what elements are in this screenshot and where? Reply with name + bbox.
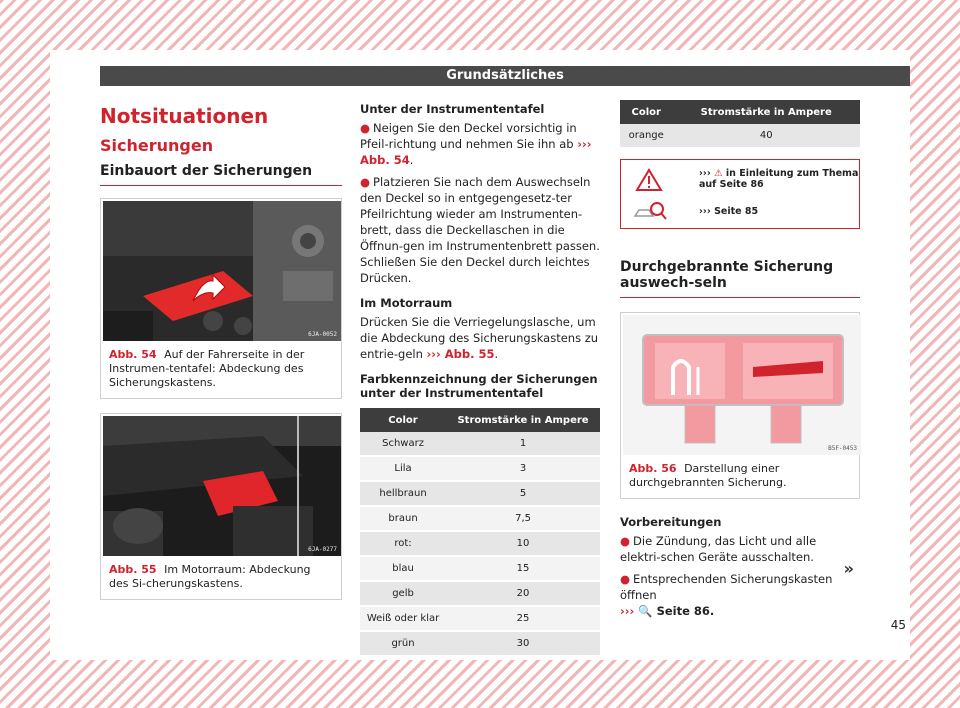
figure-code: B5F-0453 — [828, 445, 857, 452]
figure-code: 6JA-0277 — [308, 546, 337, 553]
table-row: hellbraun 5 — [360, 481, 600, 506]
column-middle — [360, 98, 600, 657]
instruction-2: ● Platzieren Sie nach dem Auswechseln den Deckel so in entgegengesetz-ter Pfeilrichtung wieder am Instrumenten-brett, dass die Deckellaschen in die Öffnun-gen im Instrumentenbrett passen. Schließen Sie den Deckel durch leichtes Drücken. — [360, 175, 600, 285]
dashboard-photo — [103, 201, 341, 341]
table-row: Weiß oder klar 25 — [360, 606, 600, 631]
figure-caption — [101, 558, 341, 599]
figure-ref: Abb. 54 — [109, 348, 157, 361]
table-header: Stromstärke in Ampere — [672, 100, 860, 124]
table-header: Color — [620, 100, 672, 124]
chapter-title: Notsituationen — [100, 104, 269, 128]
table-row: blau 15 — [360, 556, 600, 581]
figure-54 — [100, 198, 342, 399]
column-left — [100, 100, 342, 600]
figure-56 — [620, 312, 860, 499]
section-header: Grundsätzliches — [100, 66, 910, 86]
notice-box — [620, 159, 860, 229]
table-header: Stromstärke in Ampere — [446, 408, 600, 432]
figure-link[interactable]: ››› Abb. 54 — [360, 137, 592, 167]
table-row: Lila 3 — [360, 456, 600, 481]
fuse-color-table-continued — [620, 100, 860, 149]
page — [50, 50, 910, 660]
table-row: rot: 10 — [360, 531, 600, 556]
heading-colors: Farbkennzeichnung der Sicherungen unter der Instrumententafel — [360, 372, 598, 400]
prep-step-2: ● Entsprechenden Sicherungskasten öffnen ››› 🔍 Seite 86. — [620, 572, 833, 618]
magnifier-car-icon: 🔍 — [638, 604, 653, 618]
magnifier-car-icon — [633, 200, 667, 226]
figure-code: 6JA-0052 — [308, 331, 337, 338]
subsection-title: Einbauort der Sicherungen — [100, 163, 342, 186]
figure-link[interactable]: ››› Abb. 55 — [426, 347, 495, 361]
heading-dashboard: Unter der Instrumententafel — [360, 102, 545, 116]
table-row: braun 7,5 — [360, 506, 600, 531]
heading-preparation: Vorbereitungen — [620, 515, 722, 529]
fuse-color-table — [360, 408, 600, 657]
column-right — [620, 100, 860, 625]
table-row: gelb 20 — [360, 581, 600, 606]
figure-ref: Abb. 56 — [629, 462, 677, 475]
fuse-illustration — [623, 315, 861, 455]
section-heading: Durchgebrannte Sicherung auswech-seln — [620, 259, 860, 298]
instruction-1: ● Neigen Sie den Deckel vorsichtig in Pfeil-richtung und nehmen Sie ihn ab ››› Abb. 54. — [360, 121, 592, 167]
table-header: Color — [360, 408, 446, 432]
engine-instruction: Drücken Sie die Verriegelungslasche, um die Abdeckung des Sicherungskastens zu entrie-geln ››› Abb. 55. — [360, 315, 599, 361]
warning-small-icon: ⚠ — [714, 168, 723, 179]
caption-text: Im Motorraum: Abdeckung des Si-cherungskastens. — [109, 563, 311, 590]
table-row: grün 30 — [360, 631, 600, 656]
figure-caption — [621, 457, 859, 498]
caption-text: Darstellung einer durchgebrannten Sicherung. — [629, 462, 787, 489]
caption-text: Auf der Fahrerseite in der Instrumen-tentafel: Abdeckung des Sicherungskastens. — [109, 348, 305, 389]
notice-line-1[interactable]: ››› ⚠ in Einleitung zum Thema auf Seite 86 — [699, 168, 859, 190]
heading-engine: Im Motorraum — [360, 296, 453, 310]
figure-ref: Abb. 55 — [109, 563, 157, 576]
continued-marker: » — [843, 559, 854, 578]
section-title: Sicherungen — [100, 136, 214, 155]
table-row: Schwarz 1 — [360, 432, 600, 456]
page-link[interactable]: ››› 🔍 Seite 86. — [620, 604, 715, 618]
warning-triangle-icon — [635, 168, 663, 196]
notice-line-2[interactable]: ››› Seite 85 — [699, 206, 759, 217]
figure-55 — [100, 413, 342, 600]
table-row: orange 40 — [620, 124, 860, 148]
figure-caption — [101, 343, 341, 398]
prep-step-1: ● Die Zündung, das Licht und alle elektri-schen Geräte ausschalten. — [620, 534, 817, 564]
page-number: 45 — [890, 618, 906, 632]
engine-bay-photo — [103, 416, 341, 556]
